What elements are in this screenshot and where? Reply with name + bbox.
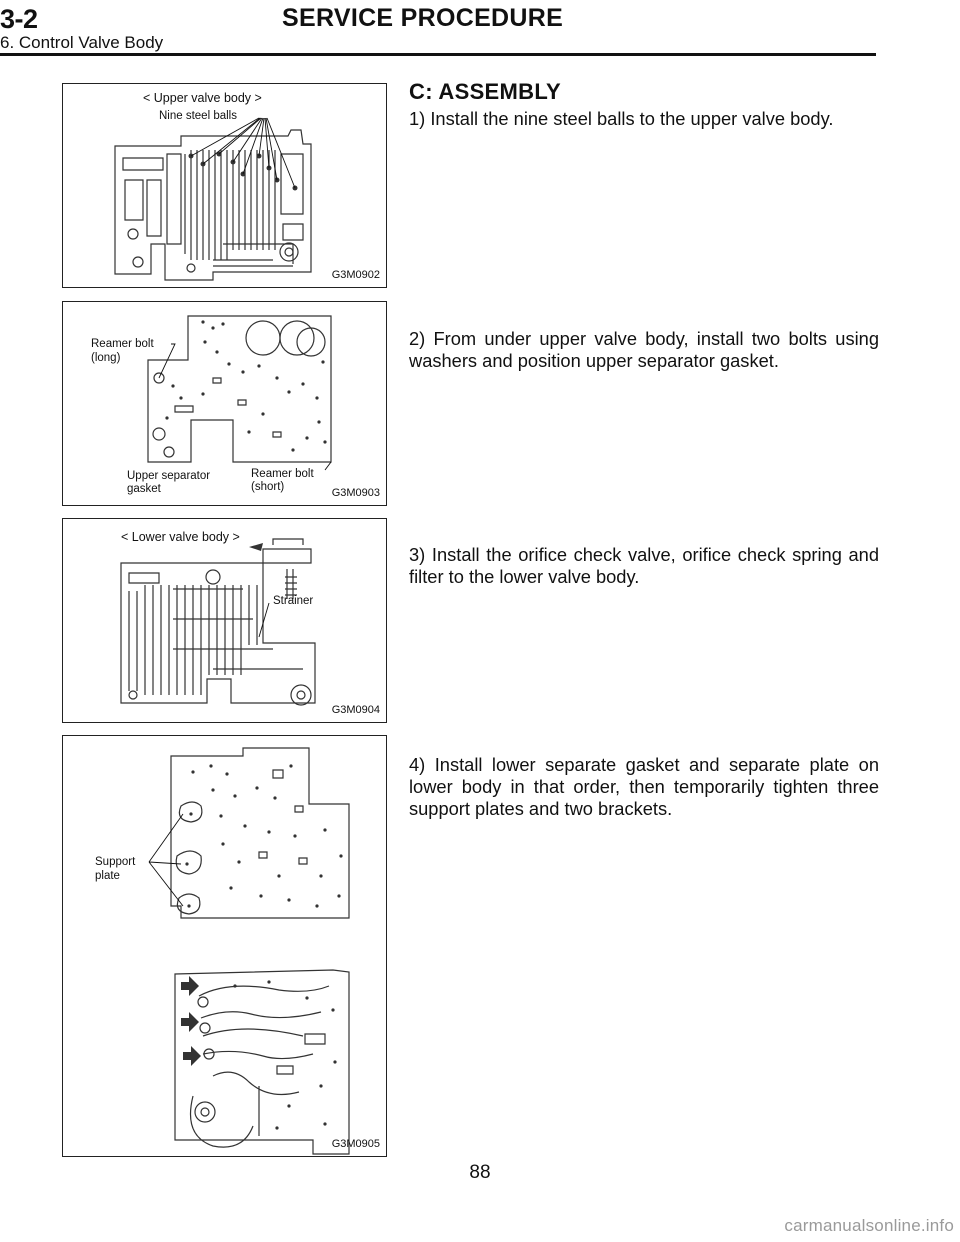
- label-nine-steel-balls: Nine steel balls: [159, 110, 237, 122]
- lower-valve-body-drawing: [63, 519, 387, 723]
- label-support-plate-2: plate: [95, 870, 120, 882]
- page-number: 88: [469, 1162, 491, 1183]
- section-number: 3-2: [0, 4, 38, 34]
- label-support-plate-1: Support: [95, 856, 136, 868]
- figure-upper-separator-gasket: [62, 301, 387, 506]
- step-3-text: 3) Install the orifice check valve, orifice check spring and filter to the lower valve body.: [409, 544, 879, 587]
- label-reamer-bolt-short-2: (short): [251, 481, 285, 493]
- section-heading: C: ASSEMBLY: [409, 79, 562, 104]
- upper-separator-gasket-drawing: [63, 302, 387, 506]
- figure-code: G3M0902: [331, 269, 380, 281]
- page-header: [0, 0, 960, 62]
- label-reamer-bolt-long-2: (long): [91, 352, 121, 364]
- label-upper-separator-2: gasket: [127, 483, 161, 495]
- label-reamer-bolt-short-1: Reamer bolt: [251, 468, 314, 480]
- figure-code: G3M0903: [331, 487, 380, 499]
- figure-support-plates: [62, 735, 387, 1157]
- label-upper-separator-1: Upper separator: [127, 470, 211, 482]
- figure-upper-valve-body: [62, 83, 387, 288]
- figure-lower-valve-body: [62, 518, 387, 723]
- label-strainer: Strainer: [273, 595, 314, 607]
- figure-code: G3M0904: [331, 704, 380, 716]
- step-2-text: 2) From under upper valve body, install two bolts using washers and position upper separator gasket.: [409, 328, 879, 371]
- subsection-title: 6. Control Valve Body: [0, 33, 164, 52]
- label-reamer-bolt-long-1: Reamer bolt: [91, 338, 154, 350]
- section-title: SERVICE PROCEDURE: [282, 4, 564, 32]
- step-4-text: 4) Install lower separate gasket and separate plate on lower body in that order, then temporarily tighten three support plates and two brackets.: [409, 754, 879, 819]
- support-plates-drawing: [63, 736, 387, 1157]
- step-1-text: 1) Install the nine steel balls to the upper valve body.: [409, 108, 834, 129]
- header-rule: [0, 53, 876, 56]
- figure-code: G3M0905: [331, 1138, 380, 1150]
- label-lower-valve-body: < Lower valve body >: [121, 530, 240, 544]
- watermark-text: carmanualsonline.info: [784, 1216, 954, 1235]
- label-upper-valve-body: < Upper valve body >: [143, 91, 262, 105]
